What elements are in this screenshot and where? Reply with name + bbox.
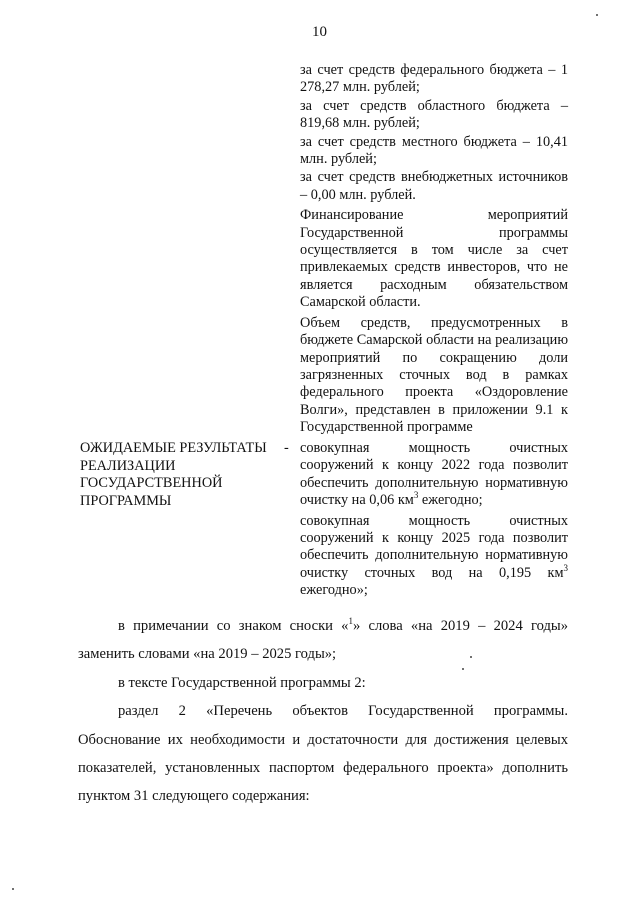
expected-results-label: ОЖИДАЕМЫЕ РЕЗУЛЬТАТЫ РЕАЛИЗАЦИИ ГОСУДАРСТВЕННОЙ ПРОГРАММЫ [80,440,267,509]
result-item-2022: совокупная мощность очистных сооружений к концу 2022 года позволит обеспечить дополнительную нормативную очистку на 0,06 $км^3$ ежегодно; [300,440,568,509]
page-number: 10 [312,24,327,40]
expected-results-text [300,440,568,603]
federal-budget-line: за счет средств федерального бюджета – 1 278,27 млн. рублей; [300,62,568,96]
scan-speck [596,14,598,16]
results-dash: - [284,440,289,456]
financing-block [300,62,568,440]
section-2-paragraph: раздел 2 «Перечень объектов Государственной программы. Обоснование их необходимости и достаточности для достижения целевых показателей, установленных паспортом федерального проекта» дополнить пунктом 31 следующего содержания: [78,703,568,805]
scan-speck [462,668,464,670]
regional-budget-line: за счет средств областного бюджета – 819,68 млн. рублей; [300,97,568,132]
investors-note: Финансирование мероприятий Государственной программы осуществляется в том числе за счет привлекаемых средств инвесторов, что не является расходным обязательством Самарской области. [300,207,568,311]
amendment-text [78,612,568,811]
program-2-paragraph: в тексте Государственной программы 2: [118,674,366,691]
footnote-amendment-paragraph: в примечании со знаком сноски «$^1$» слова «на 2019 – 2024 годы» заменить словами «на 2019 – 2025 годы»; [78,616,568,663]
scan-speck [470,656,472,658]
local-budget-line: за счет средств местного бюджета – 10,41 млн. рублей; [300,133,568,168]
volga-note: Объем средств, предусмотренных в бюджете Самарской области на реализацию мероприятий по сокращению доли загрязненных сточных вод в рамках федерального проекта «Оздоровление Волги», представлен в приложении 9.1 к Государственной программе [300,314,568,436]
extrabudgetary-line: за счет средств внебюджетных источников – 0,00 млн. рублей. [300,169,568,203]
scan-speck [12,888,14,890]
result-item-2025: совокупная мощность очистных сооружений к концу 2025 года позволит обеспечить дополнительную нормативную очистку сточных вод на 0,195 $км^3$ ежегодно»; [300,512,568,599]
